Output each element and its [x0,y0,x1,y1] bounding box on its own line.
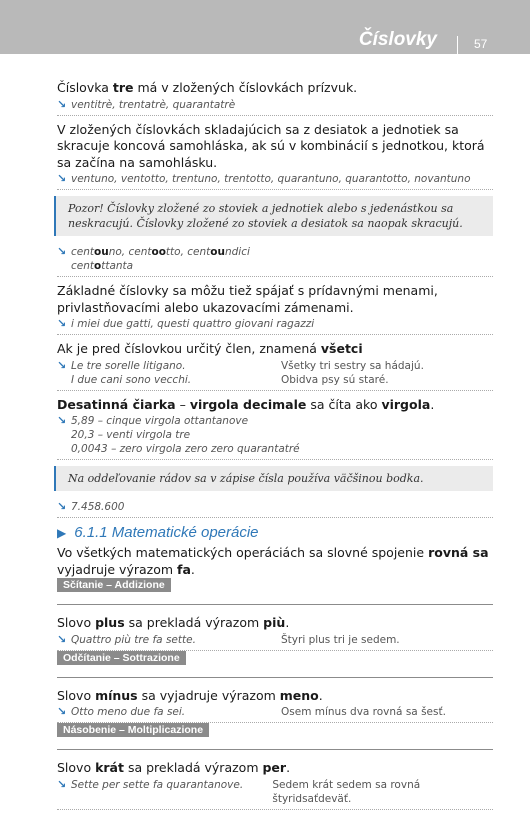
paragraph-math-intro [57,545,493,578]
note-box: Pozor! Číslovky zložené zo stoviek a jednotiek alebo s jedenástkou sa neskracujú. Číslovky zložené zo stoviek a desiatok sa naopak skracujú. [54,196,493,236]
example-text: i miei due gatti, questi quattro giovani ragazzi [71,318,315,330]
text: Slovo [57,687,96,703]
paragraph-shortening: V zložených číslovkách skladajúcich sa z desiatok a jednotiek sa skracuje koncová samohláska, ak sú v kombinácií s jednotkou, ktorá sa začína na samohlásku. [57,121,485,170]
example-text: ventuno, ventotto, trentuno, trentotto, quarantuno, quarantotto, novantuno [71,173,471,185]
slovak-translation: Obidva psy sú staré. [281,373,389,386]
operation-label-line [57,579,493,605]
text: Vo všetkých matematických operáciách sa slovné spojenie [57,545,429,560]
example-block [57,316,493,335]
example-line [71,259,493,273]
text: – [175,396,190,412]
example-block [57,358,493,391]
page-number: 57 [474,37,488,51]
bold-term: všetci [320,341,363,356]
example-line [71,245,493,259]
bold-term: fa [177,561,191,577]
operation-label-line [57,724,493,750]
bold-term: Desatinná čiarka [57,396,176,412]
example-line: 0,0043 – zero virgola zero zero quarantatré [71,443,300,455]
arrow-down-right-icon: ↘ [57,172,67,185]
example-row [71,633,493,647]
bold-term: virgola [381,396,431,412]
bold-term: plus [95,615,125,630]
operation-addition [57,579,493,651]
text: . [430,396,435,412]
operation-text [57,688,493,705]
arrow-down-right-icon: ↘ [57,414,67,427]
text: . [285,615,290,630]
arrow-down-right-icon: ↘ [57,777,67,791]
example-row [71,705,493,719]
arrow-down-right-icon: ↘ [57,97,67,111]
bold-term: virgola decimale [189,396,307,412]
text: no, cent [108,246,152,258]
bold-term: tre [112,80,134,95]
text: . [318,687,323,703]
operation-multiplication [57,724,493,810]
example-block [57,632,493,651]
operation-label: Odčítanie – Sottrazione [57,651,186,665]
text: má v zložených číslovkách prízvuk. [133,80,358,95]
bold-term: rovná sa [428,545,489,560]
paragraph-decimal [57,397,493,414]
bold-term: più [263,615,286,630]
example-block [57,413,493,460]
text: Ak je pred číslovkou určitý člen, znamená [57,341,321,356]
italian-example: I due cani sono vecchi. [71,373,192,386]
operation-label-line [57,651,493,678]
bold-term: krát [95,760,124,775]
bold-term: meno [279,687,319,703]
text: sa vyjadruje výrazom [137,687,280,703]
arrow-down-right-icon: ↘ [57,245,67,258]
triangle-right-icon: ▶ [57,526,67,540]
example-text: ventitrè, trentatrè, quarantatrè [71,98,236,111]
text: cent [71,260,95,272]
operation-subtraction [57,651,493,724]
note-box: Na oddeľovanie rádov sa v zápise čísla používa väčšinou bodka. [54,466,493,491]
operation-label: Násobenie – Moltiplicazione [57,723,209,737]
text: Číslovka [57,80,113,95]
example-row [71,373,493,387]
slovak-translation: Všetky tri sestry sa hádajú. [281,359,424,372]
text: ttanta [101,260,134,272]
italian-example: Otto meno due fa sei. [71,706,186,718]
example-block [57,97,493,116]
example-block [57,244,493,277]
section-number: 6.1.1 [74,524,108,541]
text: vyjadruje výrazom [57,561,178,577]
italian-example: Quattro più tre fa sette. [71,633,196,646]
section-title: Matematické operácie [111,524,259,541]
example-line: 5,89 – cinque virgola ottantanove [71,415,249,427]
paragraph-adjectives: Základné číslovky sa môžu tiež spájať s prídavnými menami, privlastňovacími alebo ukazovacími zámenami. [57,283,438,315]
text: sa prekladá výrazom [124,615,264,630]
slovak-translation: Štyri plus tri je sedem. [281,633,400,646]
arrow-down-right-icon: ↘ [57,632,67,646]
page-header [0,0,530,54]
text: sa číta ako [306,396,382,412]
text: . [190,561,195,577]
page-content [57,80,493,816]
slovak-translation: Osem mínus dva rovná sa šesť. [281,706,446,718]
text: ndici [224,246,250,258]
paragraph-article [57,341,493,358]
arrow-down-right-icon: ↘ [57,358,67,372]
example-block [57,171,493,190]
example-row [71,359,493,373]
example-text: 7.458.600 [71,501,125,513]
emphasis: ou [94,246,109,258]
example-line: 20,3 – venti virgola tre [71,429,191,441]
text: cent [71,246,95,258]
operation-label: Sčítanie – Addizione [57,578,171,592]
emphasis: ou [210,246,225,258]
section-heading [57,524,493,541]
operation-text [57,760,493,777]
text: Slovo [57,760,96,775]
italian-example: Le tre sorelle litigano. [71,359,186,372]
example-block [57,499,493,518]
text: tto, cent [165,246,211,258]
text: . [286,760,291,775]
text: sa prekladá výrazom [123,760,263,775]
slovak-translation: Sedem krát sedem sa rovná štyridsaťdeväť. [272,778,421,805]
emphasis: o [94,260,102,272]
chapter-title: Číslovky [358,29,437,50]
arrow-down-right-icon: ↘ [57,317,67,330]
arrow-down-right-icon: ↘ [57,500,67,513]
emphasis: oo [151,246,166,258]
paragraph-stress [57,80,493,97]
operation-text [57,615,493,632]
bold-term: per [262,760,287,775]
example-block [57,704,493,723]
example-row [71,778,493,806]
italian-example: Sette per sette fa quarantanove. [71,778,244,791]
example-block [57,777,493,810]
header-divider [457,36,458,54]
bold-term: mínus [95,687,138,703]
arrow-down-right-icon: ↘ [57,705,67,718]
text: Slovo [57,615,96,630]
